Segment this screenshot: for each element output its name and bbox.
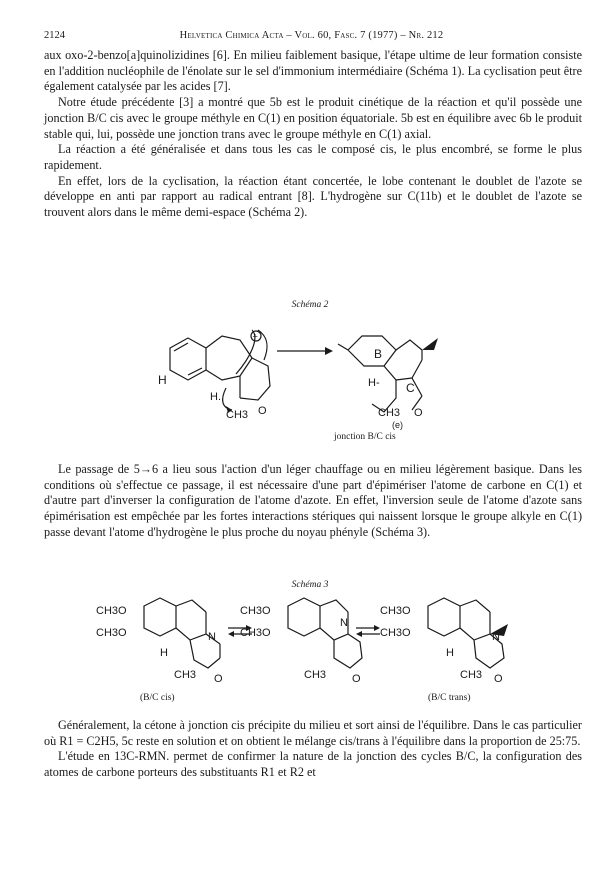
scheme-3-cis-n: N [208, 631, 216, 643]
scheme-3-title: Schéma 3 [291, 580, 329, 590]
scheme-3-trans-ome-bottom: CH3O [380, 627, 411, 639]
scheme-2-reaction-arrow [275, 345, 335, 357]
scheme-3-trans-caption: (B/C trans) [428, 693, 471, 703]
scheme-3-trans-o: O [494, 673, 503, 685]
paragraph-5: Le passage de 5→6 a lieu sous l'action d'un léger chauffage ou en milieu légèrement basique. Dans les conditions où s'effectue ce passage, il est nécessaire d'une part d'épimériser l'atome de carbone en C(1) et d'autre part d'inverser la configuration de l'atome d'azote. En effet, l'inversion seule de l'atome d'azote sans épimérisation est empêchée par les fortes interactions stériques qui naissent lorsque le groupe alkyle en C(1) passe devant l'atome d'hydrogène le plus proche du noyau phényle (Schéma 3). [44, 462, 582, 539]
scheme-2-right-o-label: O [414, 407, 423, 419]
scheme-2-left-structure [140, 318, 320, 428]
scheme-2-ring-b-label: B [374, 347, 383, 361]
body-text-top [44, 48, 582, 221]
svg-text:+: + [252, 331, 258, 342]
paragraph-4: En effet, lors de la cyclisation, la réaction étant concertée, le lobe contenant le doublet de l'azote se développe en anti par rapport au radical entrant [8]. L'hydrogène sur C(11b) et le doublet de l'azote se trouvent alors dans le même demi-espace (Schéma 2). [44, 173, 582, 220]
scheme-3-cis-ome-top: CH3O [96, 605, 127, 617]
scheme-3-structure-trans [380, 596, 530, 691]
scheme-2-caption: jonction B/C cis [334, 432, 396, 442]
scheme-2-charge-label: (e) [392, 420, 403, 430]
scheme-3-trans-ch3: CH3 [460, 669, 483, 681]
scheme-3-mid-ome-bottom: CH3O [240, 627, 271, 639]
running-header [44, 30, 582, 41]
scheme-2-left-ch3-label: CH3 [226, 409, 249, 421]
paragraph-6: Généralement, la cétone à jonction cis précipite du milieu et sort ainsi de l'équilibre. Dans le cas particulier où R1 = C2H5, 5c reste en solution et on obtient le mélange cis/trans à l'équilibre dans la proportion de 25:75. [44, 718, 582, 748]
scheme-3-structure-intermediate [240, 596, 390, 691]
paragraph-3: La réaction a été généralisée et dans tous les cas le composé cis, le plus encombré, se forme le plus rapidement. [44, 142, 582, 172]
scheme-3-mid-ome-top: CH3O [240, 605, 271, 617]
scheme-3-mid-ch3: CH3 [304, 669, 327, 681]
scheme-2-left-o-label: O [258, 405, 267, 417]
paragraph-2: Notre étude précédente [3] a montré que 5b est le produit cinétique de la réaction et qu'il possède une jonction B/C cis avec le groupe méthyle en C(1) en position équatoriale. 5b est en équilibre avec 6b le produit stable qui, lui, possède une jonction trans avec le groupe méthyle en C(1) axial. [44, 95, 582, 141]
scheme-3-mid-n: N [340, 617, 348, 629]
scheme-3-cis-h: H [160, 647, 168, 659]
scheme-2-right-ch3-label: CH3 [378, 407, 401, 419]
scheme-3-cis-o: O [214, 673, 223, 685]
body-text-bottom [44, 718, 582, 781]
scheme-3-mid-o: O [352, 673, 361, 685]
scheme-3-trans-n: N [492, 631, 500, 643]
scheme-3-cis-ch3: CH3 [174, 669, 197, 681]
scheme-3-trans-ome-top: CH3O [380, 605, 411, 617]
scheme-2-right-h-label: H- [368, 377, 380, 389]
scheme-2-right-structure [338, 320, 458, 430]
paragraph-7: L'étude en 13C-RMN. permet de confirmer la nature de la jonction des cycles B/C, la configuration des atomes de carbone porteurs des substituants R1 et R2 et [44, 749, 582, 780]
paragraph-1: aux oxo-2-benzo[a]quinolizidines [6]. En milieu faiblement basique, l'étape ultime de leur formation consiste en l'addition nucléophile de l'énolate sur le sel d'immonium intermédiaire (Schéma 1). La cyclisation peut être également catalysée par les acides [7]. [44, 48, 582, 94]
scheme-3-trans-h: H [446, 647, 454, 659]
scheme-3-structure-cis [96, 596, 246, 691]
page-number: 2124 [44, 30, 65, 41]
scheme-2-left-h-label: H [158, 373, 167, 387]
scheme-2-left-h-dots-label: H.. [210, 391, 225, 403]
journal-citation: Helvetica Chimica Acta – Vol. 60, Fasc. 7 (1977) – Nr. 212 [179, 30, 444, 41]
scheme-3-cis-caption: (B/C cis) [140, 693, 175, 703]
scheme-3-equilibrium-arrow-2 [354, 624, 382, 638]
scheme-2-ring-c-label: C [406, 381, 415, 395]
scheme-2-title: Schéma 2 [291, 300, 329, 310]
body-text-middle [44, 462, 582, 541]
scheme-3-cis-ome-bottom: CH3O [96, 627, 127, 639]
